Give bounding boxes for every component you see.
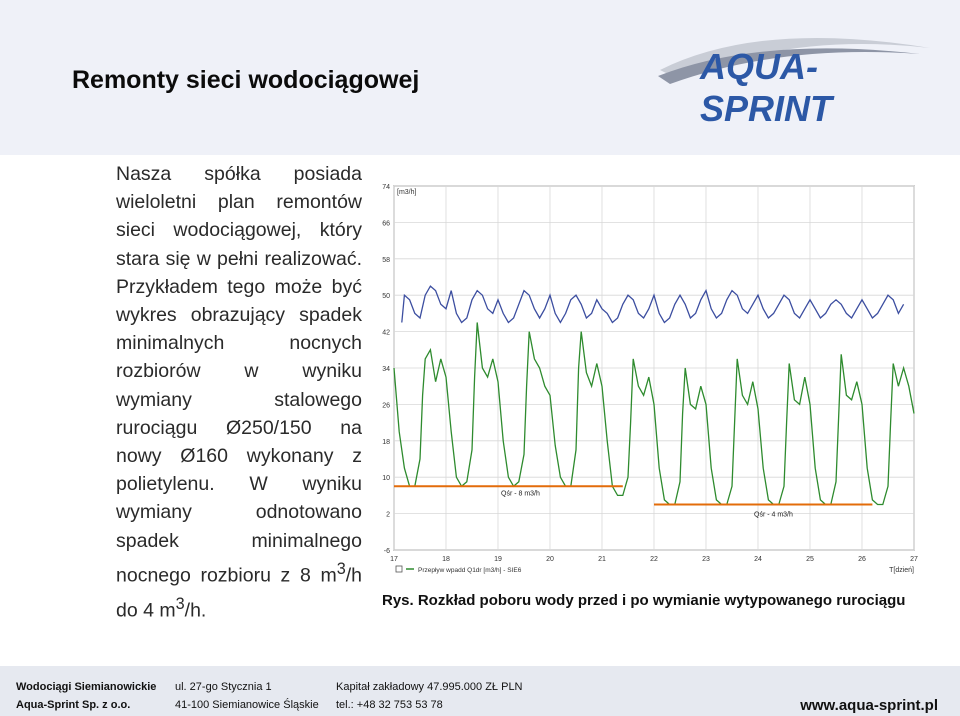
paragraph-text: Nasza spółka posiada wieloletni plan remontów sieci wodociągowej, który stara się w pełni realizować. Przykładem tego może być wykres obrazujący spadek minimalnych nocnych rozbiorów w wyniku wymiany stalowego rurociągu Ø250/150 na nowy Ø160 wykonany z polietylenu. W wyniku wymiany odnotowano spadek minimalnego nocnego rozbioru z 8 m xyxy=(116,163,362,587)
y-tick-label: -6 xyxy=(383,548,390,555)
average-label-1: Qśr - 8 m3/h xyxy=(501,490,540,498)
x-tick-label: 20 xyxy=(546,556,554,563)
legend-label: Przepływ wpadd Q1dr [m3/h] - SIE6 xyxy=(418,567,522,574)
y-tick-label: 66 xyxy=(382,220,390,228)
x-tick-label: 19 xyxy=(494,556,502,563)
y-tick-label: 74 xyxy=(382,184,390,191)
y-tick-label: 42 xyxy=(382,329,390,337)
x-axis-label: T[dzień] xyxy=(889,567,914,574)
logo-text: AQUA-SPRINT xyxy=(700,46,833,129)
superscript: 3 xyxy=(336,559,346,578)
footer-company-2: Aqua-Sprint Sp. z o.o. xyxy=(16,699,131,711)
footer-address-1: ul. 27-go Stycznia 1 xyxy=(175,681,272,693)
x-tick-label: 22 xyxy=(650,556,658,563)
footer-company-1: Wodociągi Siemianowickie xyxy=(16,681,157,693)
company-logo xyxy=(640,30,940,129)
footer-address-2: 41-100 Siemianowice Śląskie xyxy=(175,699,319,711)
y-axis-label: [m3/h] xyxy=(397,189,417,196)
footer-phone: tel.: +48 32 753 53 78 xyxy=(336,699,443,711)
x-tick-label: 26 xyxy=(858,556,866,563)
x-tick-label: 21 xyxy=(598,556,606,563)
y-tick-label: 18 xyxy=(382,438,390,446)
paragraph-text-2: /h do 4 m xyxy=(116,564,362,622)
footer-capital: Kapitał zakładowy 47.995.000 ZŁ PLN xyxy=(336,681,523,693)
x-tick-label: 24 xyxy=(754,556,762,563)
x-tick-label: 17 xyxy=(390,556,398,563)
average-label-2: Qśr - 4 m3/h xyxy=(754,511,793,519)
body-paragraph xyxy=(72,160,362,624)
x-tick-label: 18 xyxy=(442,556,450,563)
figure-caption: Rys. Rozkład poboru wody przed i po wymianie wytypowanego rurociągu xyxy=(382,592,906,609)
x-tick-label: 25 xyxy=(806,556,814,563)
x-tick-label: 23 xyxy=(702,556,710,563)
y-tick-label: 58 xyxy=(382,256,390,264)
x-tick-label: 27 xyxy=(910,556,918,563)
header-band xyxy=(0,0,960,155)
y-tick-label: 2 xyxy=(386,511,390,519)
y-tick-label: 34 xyxy=(382,366,390,373)
legend-checkbox-icon xyxy=(396,566,402,572)
footer xyxy=(0,666,960,716)
y-tick-label: 50 xyxy=(382,293,390,301)
footer-website-link[interactable]: www.aqua-sprint.pl xyxy=(800,697,938,714)
page-title: Remonty sieci wodociągowej xyxy=(72,66,420,94)
superscript-2: 3 xyxy=(175,594,185,613)
y-tick-label: 10 xyxy=(382,475,390,483)
paragraph-text-3: /h. xyxy=(184,599,207,622)
y-tick-label: 26 xyxy=(382,402,390,410)
flow-chart xyxy=(372,178,922,578)
